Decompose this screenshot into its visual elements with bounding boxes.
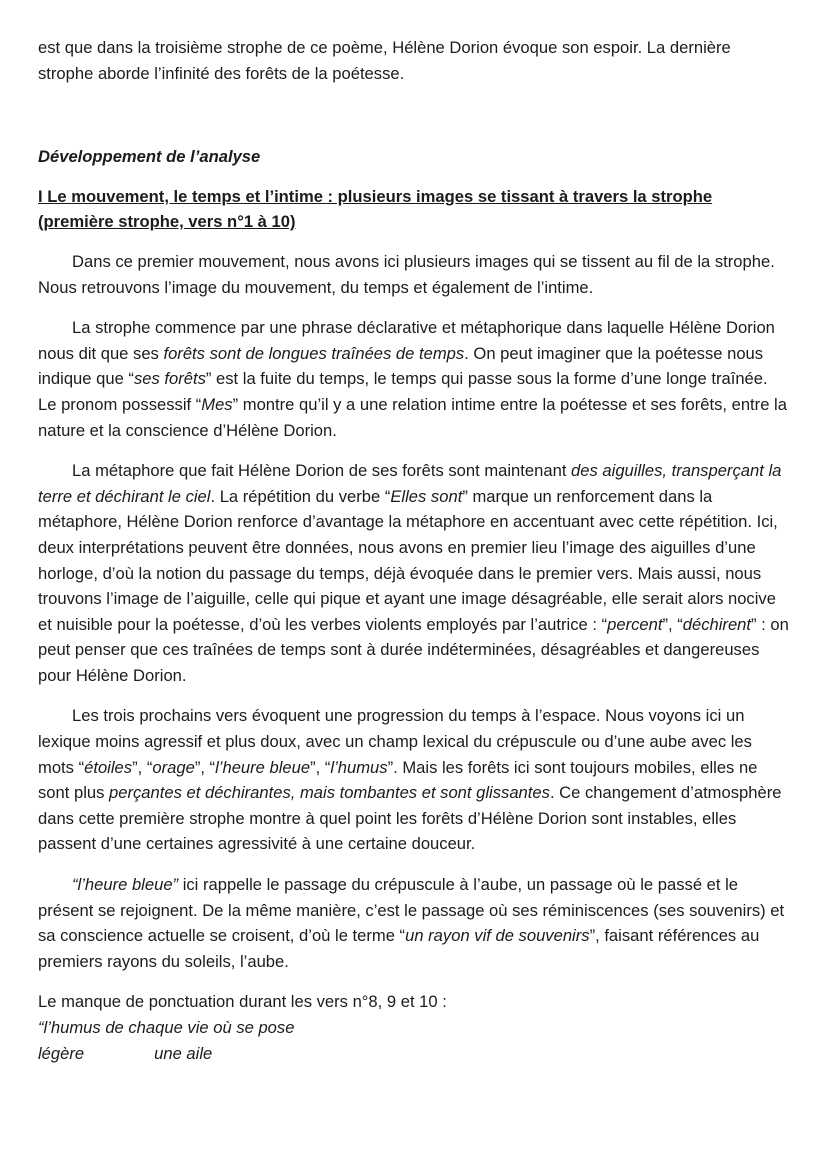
paragraph-2 — [38, 315, 790, 443]
p5-text: ici rappelle le passage du crépuscule à l’aube, un passage où le passé et le présent se rejoignent. De la même manière, c’est le passage où ses réminiscences (ses souvenirs) et sa conscience actuelle se croisent, d’où le terme “ — [38, 875, 785, 946]
verse-line-1: “l’humus de chaque vie où se pose — [38, 1018, 295, 1037]
p5-text: ”, faisant références au premiers rayons du soleils, l’aube. — [38, 926, 760, 971]
paragraph-5 — [38, 872, 790, 974]
p4-quote: orage — [152, 757, 195, 777]
p2-quote: Mes — [201, 394, 233, 414]
p2-text: La strophe commence par une phrase déclarative et métaphorique dans laquelle Hélène Dorion nous dit que ses — [38, 318, 775, 363]
verse-word: une aile — [154, 1043, 213, 1063]
intro-paragraph: est que dans la troisième strophe de ce poème, Hélène Dorion évoque son espoir. La dernière strophe aborde l’infinité des forêts de la poétesse. — [38, 38, 731, 83]
p4-text: ”, “ — [194, 757, 216, 777]
p3-quote: percent — [607, 614, 663, 634]
p3-text: ” marque un renforcement dans la métaphore, Hélène Dorion renforce d’avantage la métaphore en accentuant avec cette répétition. Ici, deux interprétations peuvent être données, nous avons en premier lieu l’image des aiguilles d’une horloge, d’où la notion du passage du temps, déjà évoquée dans le premier vers. Mais aussi, nous trouvons l’image de l’aiguille, celle qui pique et ayant une image désagréable, elle serait alors nocive et nuisible pour la poétesse, d’où les verbes violents employés par l’autrice : “ — [38, 486, 778, 634]
p4-quote: étoiles — [84, 757, 133, 777]
development-heading: Développement de l’analyse — [38, 147, 261, 167]
p3-text: . La répétition du verbe “ — [210, 486, 391, 506]
p4-text: ”, “ — [310, 757, 331, 777]
p2-text: . On peut imaginer que la poétesse nous indique que “ — [38, 343, 764, 389]
p4-text: . Ce changement d’atmosphère dans cette première strophe montre à quel point les forêts d’Hélène Dorion sont instables, elles passent d’une certaines agressivité à une certaine douceur. — [38, 783, 782, 854]
p4-quote: perçantes et déchirantes, mais tombantes et sont glissantes — [109, 783, 550, 803]
p2-text: ” montre qu’il y a une relation intime entre la poétesse et ses forêts, entre la nature et la conscience d’Hélène Dorion. — [38, 394, 787, 440]
paragraph-4 — [38, 703, 790, 857]
p2-text: ” est la fuite du temps, le temps qui passe sous la forme d’une longe traînée. Le pronom possessif “ — [38, 369, 768, 414]
section-heading: I Le mouvement, le temps et l’intime : plusieurs images se tissant à travers la strophe (première strophe, vers n°1 à 10) — [38, 186, 713, 232]
paragraph-1: Dans ce premier mouvement, nous avons ici plusieurs images qui se tissent au fil de la strophe. Nous retrouvons l’image du mouvement, du temps et également de l’intime. — [38, 251, 775, 297]
p3-quote: Elles sont — [390, 486, 463, 506]
p3-quote: déchirent — [682, 614, 752, 634]
p4-text: ”. Mais les forêts ici sont toujours mobiles, elles ne sont plus — [38, 757, 758, 803]
p4-text: Les trois prochains vers évoquent une progression du temps à l’espace. Nous voyons ici un lexique moins agressif et plus doux, avec un champ lexical du crépuscule ou d’une aube avec les mots “ — [38, 706, 752, 777]
p3-text: La métaphore que fait Hélène Dorion de ses forêts sont maintenant — [72, 461, 572, 481]
p3-text: ”, “ — [662, 614, 683, 634]
paragraph-3 — [38, 458, 790, 688]
verse-line-2 — [38, 1041, 790, 1067]
verse-word: légère — [38, 1043, 85, 1063]
p4-text: ”, “ — [132, 757, 153, 777]
p4-quote: l’heure bleue — [215, 757, 311, 777]
p3-quote: des aiguilles, transperçant la terre et déchirant le ciel — [38, 461, 782, 506]
p4-quote: l’humus — [330, 757, 388, 777]
paragraph-6-intro: Le manque de ponctuation durant les vers n°8, 9 et 10 : — [38, 992, 447, 1012]
p3-text: ” : on peut penser que ces traînées de temps sont à durée indéterminées, désagréables et dangereuses pour Hélène Dorion. — [38, 614, 789, 685]
p5-quote: un rayon vif de souvenirs — [405, 926, 590, 946]
p2-quote: ses forêts — [133, 369, 206, 389]
p2-quote: forêts sont de longues traînées de temps — [163, 343, 465, 363]
document-body — [38, 35, 790, 1066]
p5-quote: “l’heure bleue” — [72, 875, 179, 895]
